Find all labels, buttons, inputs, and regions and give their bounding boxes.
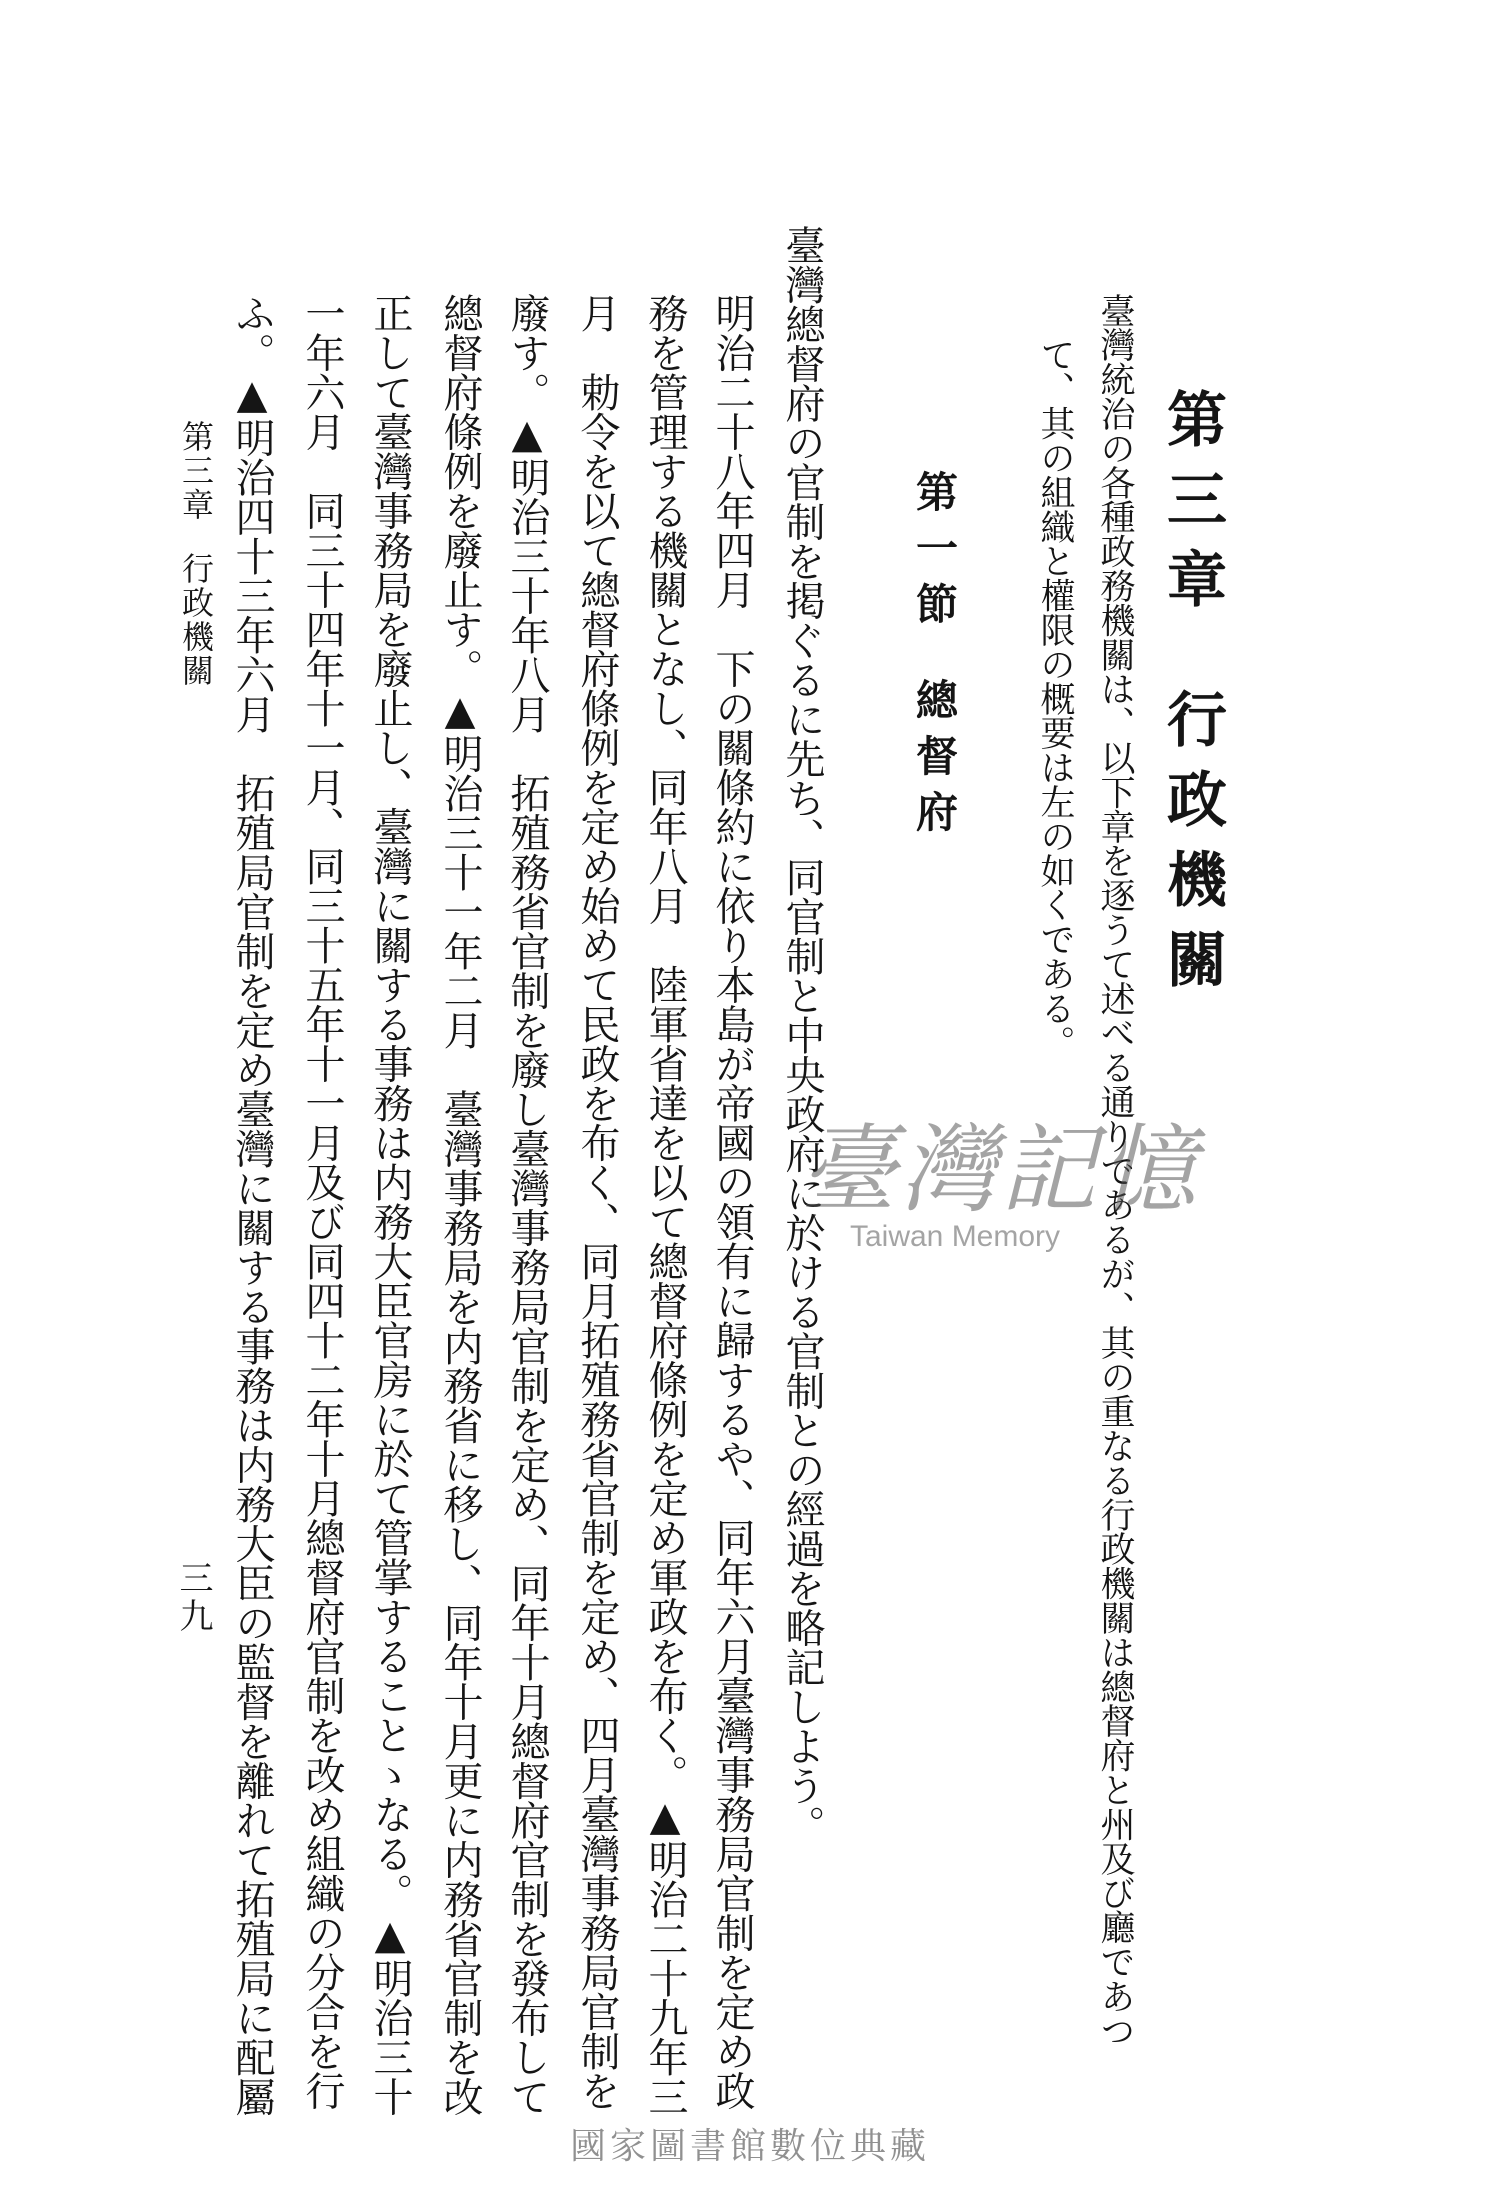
section-number: 第一節 <box>910 470 959 638</box>
watermark-logo-text: 臺灣記憶 <box>800 1114 1200 1226</box>
body-line-1: 臺灣總督府の官制を掲ぐるに先ち、同官制と中央政府に於ける官制との經過を略記しよう。 <box>779 225 825 1845</box>
watermark-subtitle: Taiwan Memory <box>849 1220 1061 1253</box>
body-line-5: 廢す。▲明治三十年八月 拓殖務省官制を廢し臺灣事務局官制を定め、同年十月總督府官制を發布して <box>504 293 550 2116</box>
body-line-7: 正して臺灣事務局を廢止し、臺灣に關する事務は内務大臣官房に於て管掌することゝなる。▲明治三十 <box>367 293 413 2116</box>
body-line-8: 一年六月 同三十四年十一月、同三十五年十一月及び同四十二年十月總督府官制を改め組織の分合を行 <box>299 293 345 2110</box>
section-heading <box>910 470 959 846</box>
taiwan-memory-watermark <box>780 1114 1220 1253</box>
running-header <box>177 420 215 688</box>
body-line-4: 月 勅令を以て總督府條例を定め始めて民政を布く、同月拓殖務省官制を定め、四月臺灣事務局官制を <box>574 293 620 2110</box>
chapter-title: 行政機關 <box>1157 688 1227 1008</box>
body-line-9: ふ。▲明治四十三年六月 拓殖局官制を定め臺灣に關する事務は内務大臣の監督を離れて拓殖局に配屬 <box>229 293 275 2116</box>
intro-line-1: 臺灣統治の各種政務機關は、以下章を逐うて述べる通りであるが、其の重なる行政機關は總督府と州及び廳であつ <box>1095 293 1135 2048</box>
body-line-6: 總督府條例を廢止す。▲明治三十一年二月 臺灣事務局を内務省に移し、同年十月更に内務省官制を改 <box>437 293 483 2116</box>
running-header-chapter: 第三章 <box>177 420 215 522</box>
section-title: 總督府 <box>910 678 959 846</box>
body-line-2: 明治二十八年四月 下の關條約に依り本島が帝國の領有に歸するや、同年六月臺灣事務局官制を定め政 <box>709 293 755 2110</box>
body-line-3: 務を管理する機關となし、同年八月 陸軍省達を以て總督府條例を定め軍政を布く。▲明治二十九年三 <box>642 293 688 2116</box>
chapter-number: 第三章 <box>1157 388 1227 628</box>
page-number: 三九 <box>173 1560 213 1636</box>
intro-line-2: て、其の組織と權限の概要は左の如くである。 <box>1035 337 1075 1060</box>
chapter-heading <box>1157 388 1227 1008</box>
library-footer: 國家圖書館數位典藏 <box>569 2126 930 2167</box>
running-header-title: 行政機關 <box>177 552 215 688</box>
